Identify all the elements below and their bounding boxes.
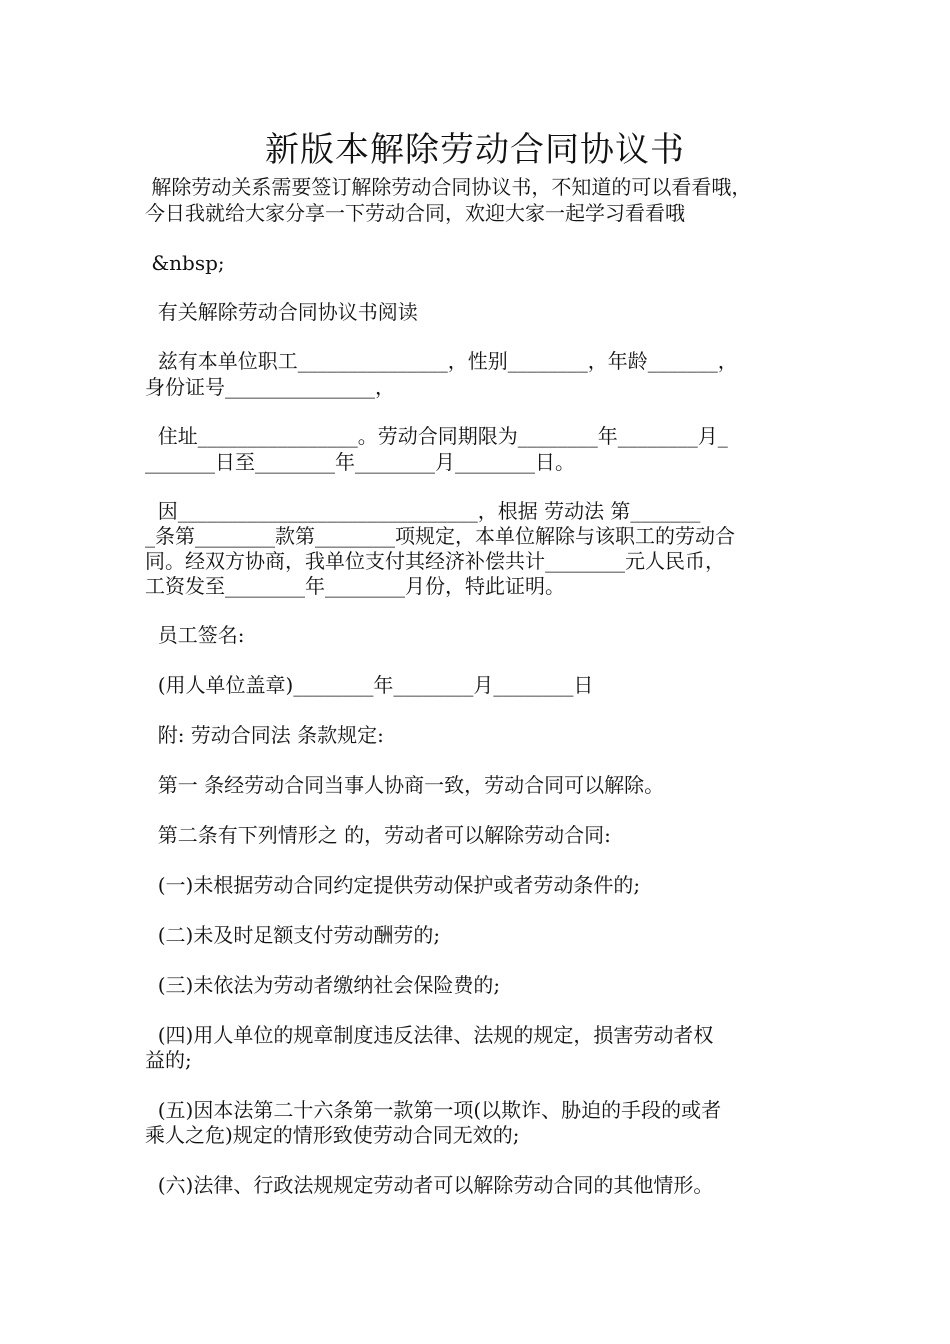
section-heading: 有关解除劳动合同协议书阅读 — [145, 300, 418, 324]
item-3: (三)未依法为劳动者缴纳社会保险费的; — [145, 973, 501, 997]
appendix-line: 附: 劳动合同法 条款规定: — [145, 723, 384, 747]
item-1: (一)未根据劳动合同约定提供劳动保护或者劳动条件的; — [145, 873, 641, 897]
signature-line: 员工签名: — [145, 623, 245, 647]
reason-line-1: 因______________________________，根据 劳动法 第_______ — [145, 499, 701, 523]
item-4-line-2: 益的; — [145, 1048, 192, 1072]
document-title: 新版本解除劳动合同协议书 — [265, 130, 685, 170]
reason-line-4: 工资发至________年________月份，特此证明。 — [145, 574, 565, 598]
article-2: 第二条有下列情形之 的，劳动者可以解除劳动合同: — [145, 823, 611, 847]
address-line-1: 住址________________。劳动合同期限为________年________月_ — [145, 424, 728, 448]
reason-line-3: 同。经双方协商，我单位支付其经济补偿共计________元人民币， — [145, 549, 725, 573]
seal-line: (用人单位盖章)________年________月________日 — [145, 673, 594, 697]
employee-line-2: 身份证号_______________， — [145, 375, 395, 399]
item-5-line-1: (五)因本法第二十六条第一款第一项(以欺诈、胁迫的手段的或者 — [145, 1098, 722, 1122]
article-1: 第一 条经劳动合同当事人协商一致，劳动合同可以解除。 — [145, 773, 665, 797]
employee-line-1: 兹有本单位职工_______________，性别________，年龄_______， — [145, 349, 738, 373]
address-line-2: _______日至________年________月________日。 — [145, 450, 575, 474]
nbsp-text: &nbsp; — [145, 251, 225, 275]
reason-line-2: _条第________款第________项规定，本单位解除与该职工的劳动合 — [145, 524, 735, 548]
item-5-line-2: 乘人之危)规定的情形致使劳动合同无效的; — [145, 1123, 520, 1147]
item-2: (二)未及时足额支付劳动酬劳的; — [145, 923, 441, 947]
intro-line-1: 解除劳动关系需要签订解除劳动合同协议书，不知道的可以看看哦， — [145, 175, 752, 199]
item-6: (六)法律、行政法规规定劳动者可以解除劳动合同的其他情形。 — [145, 1173, 714, 1197]
intro-line-2: 今日我就给大家分享一下劳动合同，欢迎大家一起学习看看哦 — [145, 201, 685, 225]
item-4-line-1: (四)用人单位的规章制度违反法律、法规的规定，损害劳动者权 — [145, 1023, 714, 1047]
